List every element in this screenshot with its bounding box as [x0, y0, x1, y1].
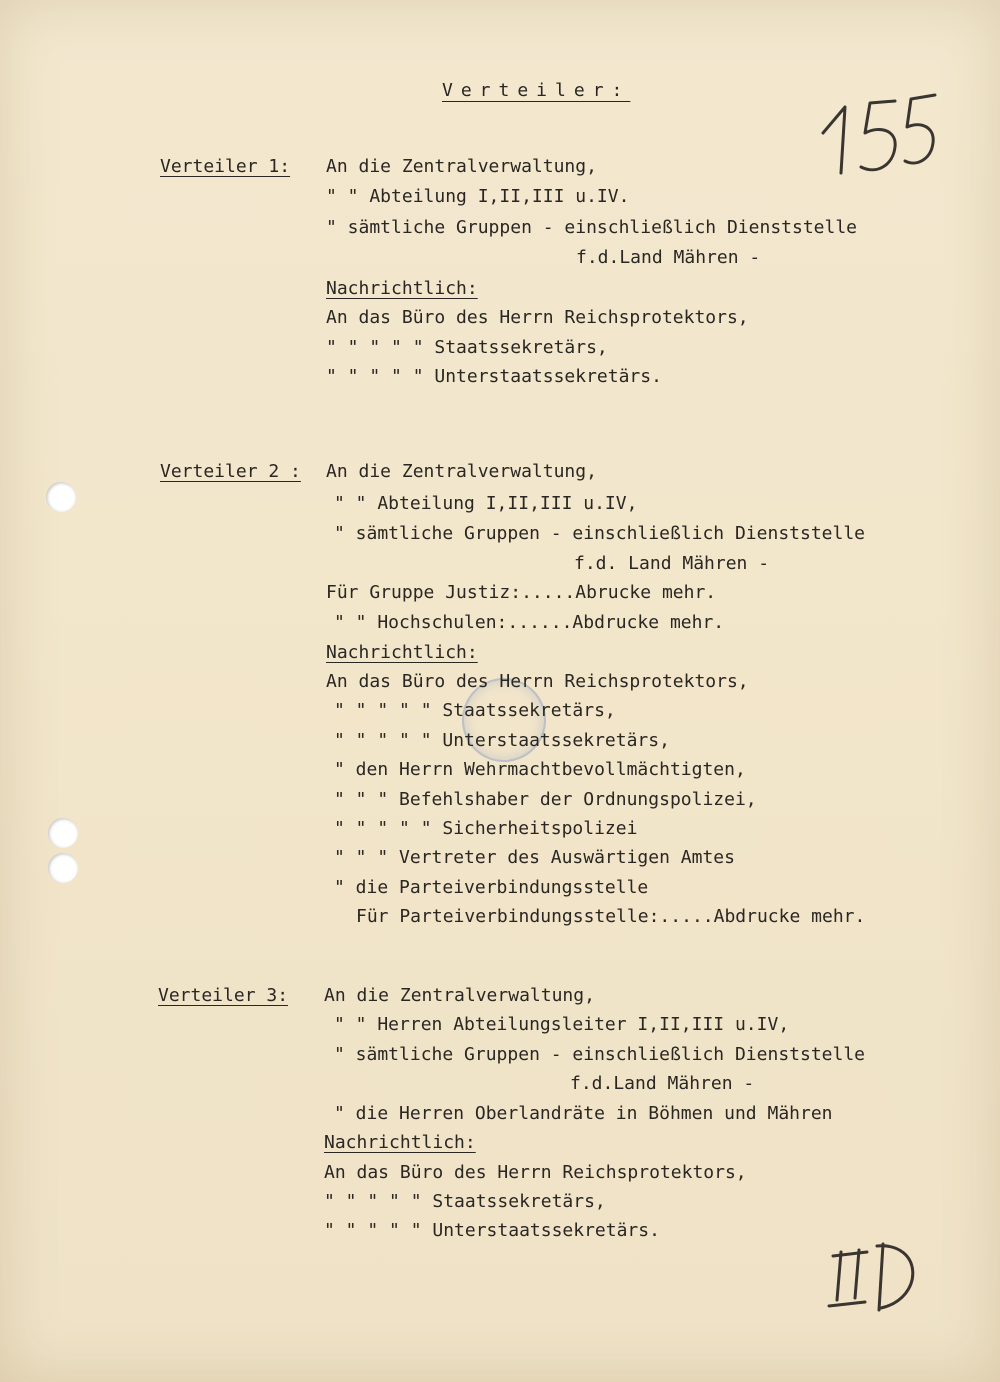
verteiler-2-line: " " Abteilung I,II,III u.IV,	[334, 493, 638, 514]
verteiler-1-nachrichtlich: Nachrichtlich:	[326, 278, 478, 299]
verteiler-1-cc-line: " " " " " Unterstaatssekretärs.	[326, 366, 662, 387]
verteiler-1-cc-line: " " " " " Staatssekretärs,	[326, 337, 608, 358]
verteiler-1-line: " " Abteilung I,II,III u.IV.	[326, 186, 630, 207]
verteiler-2-nachrichtlich: Nachrichtlich:	[326, 642, 478, 663]
verteiler-2-cc-line: " " " Befehlshaber der Ordnungspolizei,	[334, 789, 757, 810]
verteiler-2-line: " " Hochschulen:......Abdrucke mehr.	[334, 612, 725, 633]
document-title: Verteiler:	[442, 80, 631, 101]
verteiler-2-cc-line: " den Herrn Wehrmachtbevollmächtigten,	[334, 759, 746, 780]
verteiler-2-line: Für Gruppe Justiz:.....Abrucke mehr.	[326, 582, 717, 603]
verteiler-2-cc-line: " die Parteiverbindungsstelle	[334, 877, 649, 898]
verteiler-2-cc-line: " " " Vertreter des Auswärtigen Amtes	[334, 847, 735, 868]
verteiler-3-cc-line: An das Büro des Herrn Reichsprotektors,	[324, 1162, 747, 1183]
verteiler-1-label: Verteiler 1:	[160, 156, 291, 177]
verteiler-2-cc-line: An das Büro des Herrn Reichsprotektors,	[326, 671, 749, 692]
verteiler-3-line: f.d.Land Mähren -	[570, 1073, 755, 1094]
verteiler-3-line: An die Zentralverwaltung,	[324, 985, 595, 1006]
punch-hole	[48, 853, 78, 883]
verteiler-3-line: " sämtliche Gruppen - einschließlich Dienststelle	[334, 1044, 866, 1065]
punch-hole	[46, 482, 76, 512]
handwritten-initials	[825, 1236, 925, 1316]
verteiler-3-nachrichtlich: Nachrichtlich:	[324, 1132, 476, 1153]
verteiler-3-label: Verteiler 3:	[158, 985, 289, 1006]
punch-hole	[48, 818, 78, 848]
verteiler-2-line: f.d. Land Mähren -	[574, 553, 770, 574]
handwritten-page-number	[815, 85, 940, 180]
verteiler-2-line: An die Zentralverwaltung,	[326, 461, 597, 482]
verteiler-1-line: An die Zentralverwaltung,	[326, 156, 597, 177]
verteiler-3-cc-line: " " " " " Staatssekretärs,	[324, 1191, 606, 1212]
verteiler-2-line: " sämtliche Gruppen - einschließlich Dienststelle	[334, 523, 866, 544]
verteiler-1-cc-line: An das Büro des Herrn Reichsprotektors,	[326, 307, 749, 328]
verteiler-2-cc-line: " " " " " Staatssekretärs,	[334, 700, 616, 721]
verteiler-2-cc-line: " " " " " Unterstaatssekretärs,	[334, 730, 670, 751]
verteiler-1-line: f.d.Land Mähren -	[576, 247, 761, 268]
verteiler-3-line: " die Herren Oberlandräte in Böhmen und Mähren	[334, 1103, 833, 1124]
verteiler-3-cc-line: " " " " " Unterstaatssekretärs.	[324, 1220, 660, 1241]
verteiler-3-line: " " Herren Abteilungsleiter I,II,III u.IV,	[334, 1014, 790, 1035]
verteiler-2-label: Verteiler 2 :	[160, 461, 301, 482]
verteiler-1-line: " sämtliche Gruppen - einschließlich Dienststelle	[326, 217, 858, 238]
verteiler-2-cc-line: Für Parteiverbindungsstelle:.....Abdrucke mehr.	[356, 906, 866, 927]
verteiler-2-cc-line: " " " " " Sicherheitspolizei	[334, 818, 638, 839]
